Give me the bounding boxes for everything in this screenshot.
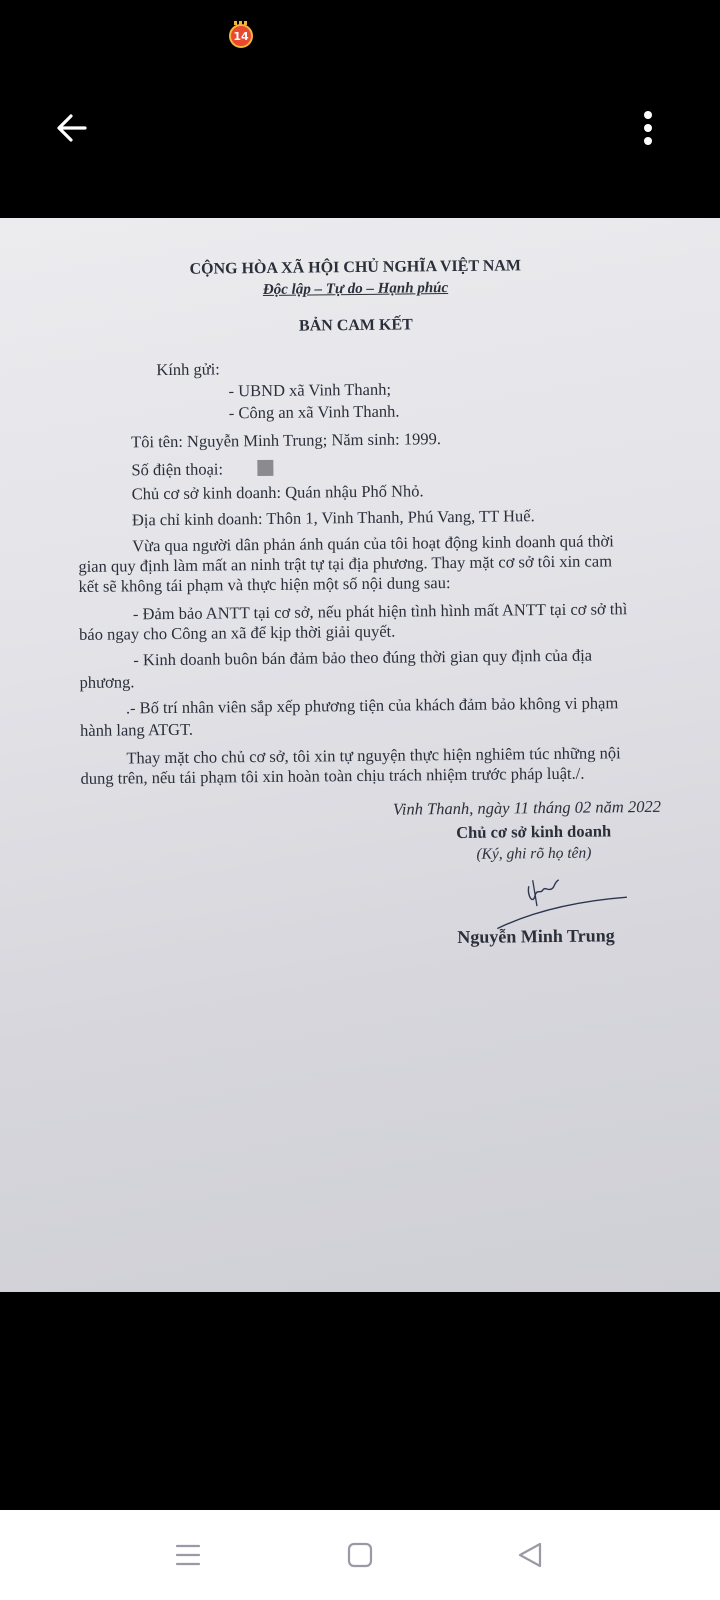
item-3-line-2: hành lang ATGT. <box>80 719 194 740</box>
phone-line <box>131 459 273 480</box>
arrow-left-icon <box>55 111 89 145</box>
system-navigation-bar <box>0 1510 720 1600</box>
address-line: Địa chỉ kinh doanh: Thôn 1, Vinh Thanh, Phú Vang, TT Huế. <box>131 506 535 530</box>
more-options-button[interactable] <box>624 104 672 152</box>
item-3-line-1: .- Bố trí nhân viên sắp xếp phương tiện của khách đảm bảo không vi phạm <box>125 693 619 718</box>
badge-count: 14 <box>233 29 249 43</box>
recipient-1: - UBND xã Vinh Thanh; <box>228 379 392 401</box>
signer-note: (Ký, ghi rõ họ tên) <box>476 844 592 863</box>
menu-icon <box>175 1543 201 1567</box>
recipient-2: - Công an xã Vinh Thanh. <box>228 401 400 423</box>
back-button[interactable] <box>48 104 96 152</box>
motto-heading: Độc lập – Tự do – Hạnh phúc <box>262 280 449 298</box>
closing-line-2: dung trên, nếu tái phạm tôi xin hoàn toàn chịu trách nhiệm trước pháp luật./. <box>80 763 585 788</box>
item-2-line-2: phương. <box>79 672 135 692</box>
signer-name: Nguyễn Minh Trung <box>457 925 615 947</box>
recent-apps-button[interactable] <box>163 1530 213 1580</box>
system-back-button[interactable] <box>505 1530 555 1580</box>
home-button[interactable] <box>335 1530 385 1580</box>
more-vertical-icon <box>642 110 654 146</box>
phone-label: Số điện thoại: <box>131 459 228 480</box>
item-2-line-1: - Kinh doanh buôn bán đảm bảo theo đúng thời gian quy định của địa <box>133 645 593 670</box>
paragraph-1-line-3: kết sẽ không tái phạm và thực hiện một số nội dung sau: <box>78 573 451 596</box>
notification-badge-icon <box>229 24 253 48</box>
document-photo[interactable] <box>0 218 720 1292</box>
triangle-back-icon <box>517 1541 543 1569</box>
item-1-line-1: - Đảm bảo ANTT tại cơ sở, nếu phát hiện tình hình mất ANTT tại cơ sở thì <box>132 599 628 624</box>
nation-heading: CỘNG HÒA XÃ HỘI CHỦ NGHĨA VIỆT NAM <box>189 257 522 278</box>
owner-line: Chủ cơ sở kinh doanh: Quán nhậu Phố Nhỏ. <box>131 481 424 504</box>
name-line: Tôi tên: Nguyễn Minh Trung; Năm sinh: 1999. <box>130 429 442 452</box>
date-line: Vinh Thanh, ngày 11 tháng 02 năm 2022 <box>392 796 662 819</box>
document-title: BẢN CAM KẾT <box>298 316 413 335</box>
paragraph-1-line-1: Vừa qua người dân phản ánh quán của tôi hoạt động kinh doanh quá thời <box>132 531 614 556</box>
document-paper <box>0 218 720 1292</box>
top-bar <box>0 86 720 166</box>
item-1-line-2: báo ngay cho Công an xã để kịp thời giải quyết. <box>79 621 396 644</box>
redacted-block <box>257 460 273 476</box>
status-bar <box>0 0 720 72</box>
paragraph-1-line-2: gian quy định làm mất an ninh trật tự tại địa phương. Thay mặt cơ sở tôi xin cam <box>78 551 613 576</box>
square-home-icon <box>347 1542 373 1568</box>
signer-title: Chủ cơ sở kinh doanh <box>456 821 612 842</box>
badge-decoration <box>234 21 248 25</box>
greeting: Kính gửi: <box>156 359 220 380</box>
closing-line-1: Thay mặt cho chủ cơ sở, tôi xin tự nguyện thực hiện nghiêm túc những nội <box>126 743 621 768</box>
